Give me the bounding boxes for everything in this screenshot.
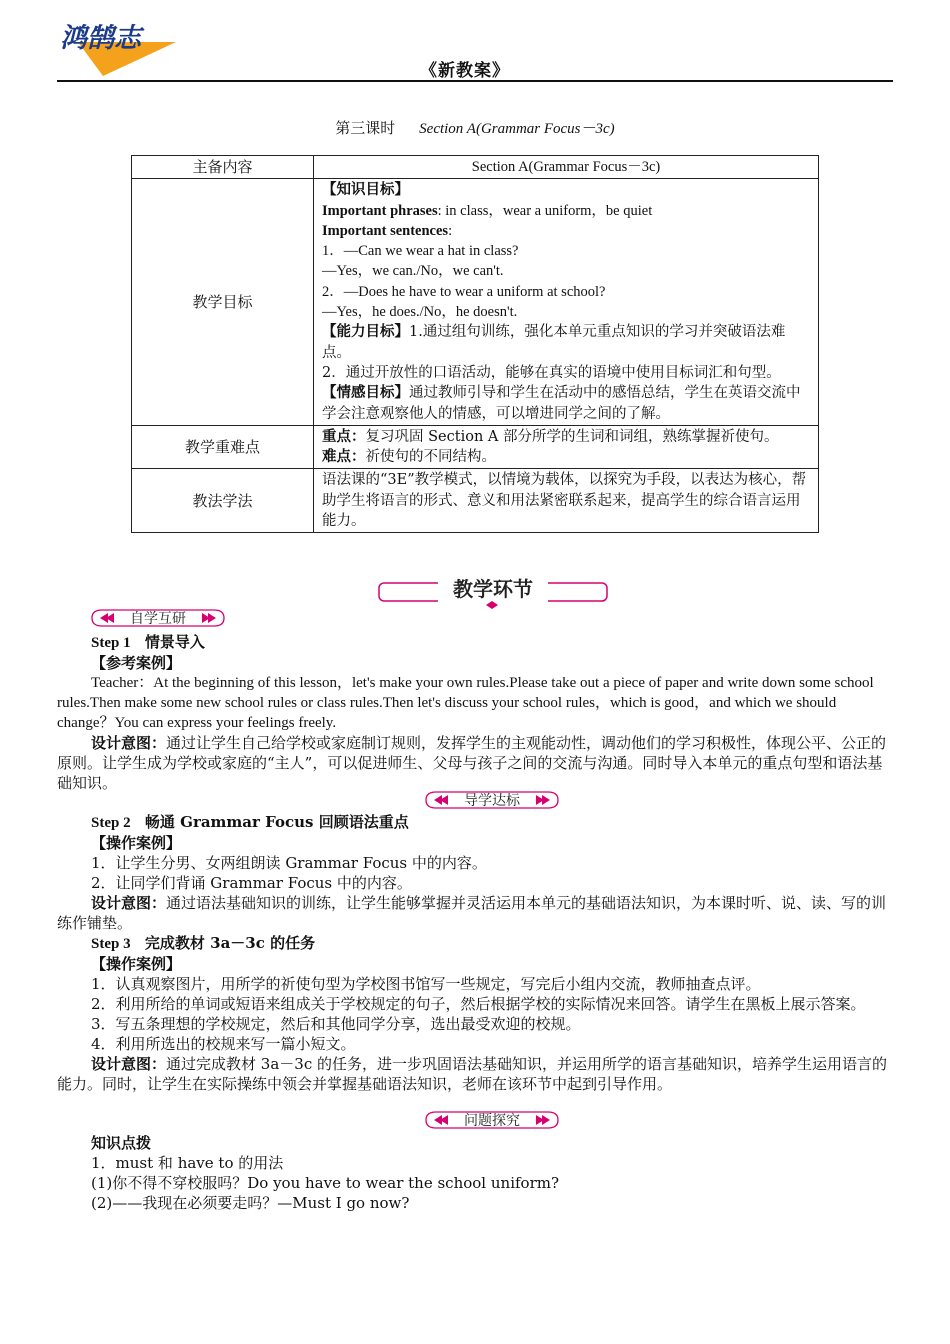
sentences-colon: : (448, 222, 453, 239)
phrases-value: : in class，wear a uniform，be quiet (437, 202, 653, 219)
step2-case-label: 【操作案例】 (91, 834, 182, 852)
badge-explore (422, 1109, 562, 1135)
step1-case-label: 【参考案例】 (91, 654, 182, 672)
goals-label: 教学目标 (132, 179, 314, 426)
header-label: 主备内容 (132, 156, 314, 179)
sentences-label: Important sentences (322, 222, 449, 239)
step3-item: 1．认真观察图片，用所学的祈使句型为学校图书馆写一些规定，写完后小组内交流，教师抽查点评。 (91, 975, 761, 993)
table-row (132, 179, 819, 426)
knowledge-item: (2)——我现在必须要走吗？—Must I go now? (91, 1194, 410, 1212)
step1-number: Step 1 (91, 635, 131, 651)
key-label: 教学重难点 (132, 425, 314, 469)
sentence-line: —Yes，he does./No，he doesn't. (322, 304, 518, 321)
step3-item: 3．写五条理想的学校规定，然后和其他同学分享，选出最受欢迎的校规。 (91, 1015, 581, 1033)
badge-label: 自学互研 (130, 611, 186, 627)
banner-frame (378, 575, 608, 611)
goals-content (314, 179, 819, 426)
step3-item: 4．利用所选出的校规来写一篇小短文。 (91, 1035, 356, 1053)
step2-number: Step 2 (91, 815, 131, 831)
key-text: 复习巩固 Section A 部分所学的生词和词组，熟练掌握祈使句。 (365, 428, 779, 445)
logo-graphic (58, 18, 188, 78)
logo (58, 18, 188, 78)
sentence-line: 1．—Can we wear a hat in class? (322, 243, 519, 260)
phrases-label: Important phrases (322, 202, 438, 219)
knowledge-item: 1．must 和 have to 的用法 (91, 1154, 284, 1172)
lesson-title (0, 117, 950, 138)
sentence-line: —Yes，we can./No，we can't. (322, 263, 504, 280)
knowledge-item: (1)你不得不穿校服吗？Do you have to wear the school uniform? (91, 1174, 560, 1192)
emotion-title: 【情感目标】 (322, 384, 409, 402)
key-content (314, 425, 819, 469)
ability-text-2: 2．通过开放性的口语活动，能够在真实的语境中使用目标词汇和句型。 (322, 364, 781, 381)
step1-teacher-text: Teacher：At the beginning of this lesson，let's make your own rules.Please take out a piece of paper and write down some school rules.Then make some new school rules or class rules.Then let's discuss your school rules，which is good，and which we should change？You can express your feelings freely. (57, 675, 874, 731)
step3-number: Step 3 (91, 936, 131, 952)
badge-self-study (88, 607, 228, 633)
step3-intent-text: 通过完成教材 3a－3c 的任务，进一步巩固语法基础知识，并运用所学的语言基础知识，培养学生运用语言的能力。同时，让学生在实际操练中领会并掌握基础语法知识，老师在该环节中起到引导作用。 (57, 1055, 887, 1093)
ability-title: 【能力目标】 (322, 323, 409, 341)
header-value: Section A(Grammar Focus－3c) (314, 156, 819, 179)
step2-section (57, 812, 895, 1094)
lesson-number: 第三课时 (335, 119, 396, 137)
step1-section (57, 632, 895, 793)
step1-intent-text: 通过让学生自己给学校或家庭制订规则，发挥学生的主观能动性，调动他们的学习积极性，体现公平、公正的原则。让学生成为学校或家庭的“主人”，可以促进师生、父母与孩子之间的交流与沟通。同时导入本单元的重点句型和语法基础知识。 (57, 734, 887, 792)
emotion-text: 通过教师引导和学生在活动中的感悟总结，学生在英语交流中学会注意观察他人的情感，可以增进同学之间的了解。 (322, 385, 801, 422)
difficulty-title: 难点： (322, 448, 366, 466)
ability-text: 1.通过组句训练，强化本单元重点知识的学习并突破语法难点。 (322, 324, 786, 361)
knowledge-title: 知识点拨 (91, 1134, 152, 1152)
step2-intent-label: 设计意图： (91, 894, 167, 912)
table-row (132, 425, 819, 469)
step1-title: 情景导入 (144, 633, 205, 651)
section-banner (378, 575, 608, 611)
step2-item: 1．让学生分男、女两组朗读 Grammar Focus 中的内容。 (91, 854, 487, 872)
badge-label: 问题探究 (464, 1113, 520, 1129)
knowledge-title: 【知识目标】 (322, 181, 409, 199)
knowledge-section (57, 1133, 895, 1213)
badge-label: 导学达标 (464, 793, 520, 809)
table-row (132, 469, 819, 533)
step3-intent-label: 设计意图： (91, 1055, 167, 1073)
step2-title: 畅通 Grammar Focus 回顾语法重点 (144, 813, 409, 831)
step3-title: 完成教材 3a－3c 的任务 (144, 934, 316, 952)
banner-title: 教学环节 (453, 577, 533, 601)
lesson-section: Section A(Grammar Focus－3c) (419, 121, 615, 137)
step3-case-label: 【操作案例】 (91, 955, 182, 973)
method-label: 教法学法 (132, 469, 314, 533)
sentence-line: 2．—Does he have to wear a uniform at school? (322, 283, 606, 300)
step2-intent-text: 通过语法基础知识的训练，让学生能够掌握并灵活运用本单元的基础语法知识，为本课时听、说、读、写的训练作铺垫。 (57, 894, 887, 932)
key-title: 重点： (322, 427, 366, 445)
method-text: 语法课的“3E”教学模式，以情境为载体，以探究为手段，以表达为核心，帮助学生将语言的形式、意义和用法紧密联系起来，提高学生的综合语言运用能力。 (314, 469, 819, 533)
step1-intent-label: 设计意图： (91, 734, 167, 752)
lesson-plan-table (131, 155, 819, 533)
header-divider (57, 80, 893, 82)
step3-item: 2．利用所给的单词或短语来组成关于学校规定的句子，然后根据学校的实际情况来回答。请学生在黑板上展示答案。 (91, 995, 866, 1013)
step2-item: 2．让同学们背诵 Grammar Focus 中的内容。 (91, 874, 412, 892)
difficulty-text: 祈使句的不同结构。 (365, 449, 496, 466)
table-row (132, 156, 819, 179)
book-title: 《新教案》 (420, 61, 510, 81)
logo-text: 鸿鹄志 (60, 23, 141, 54)
